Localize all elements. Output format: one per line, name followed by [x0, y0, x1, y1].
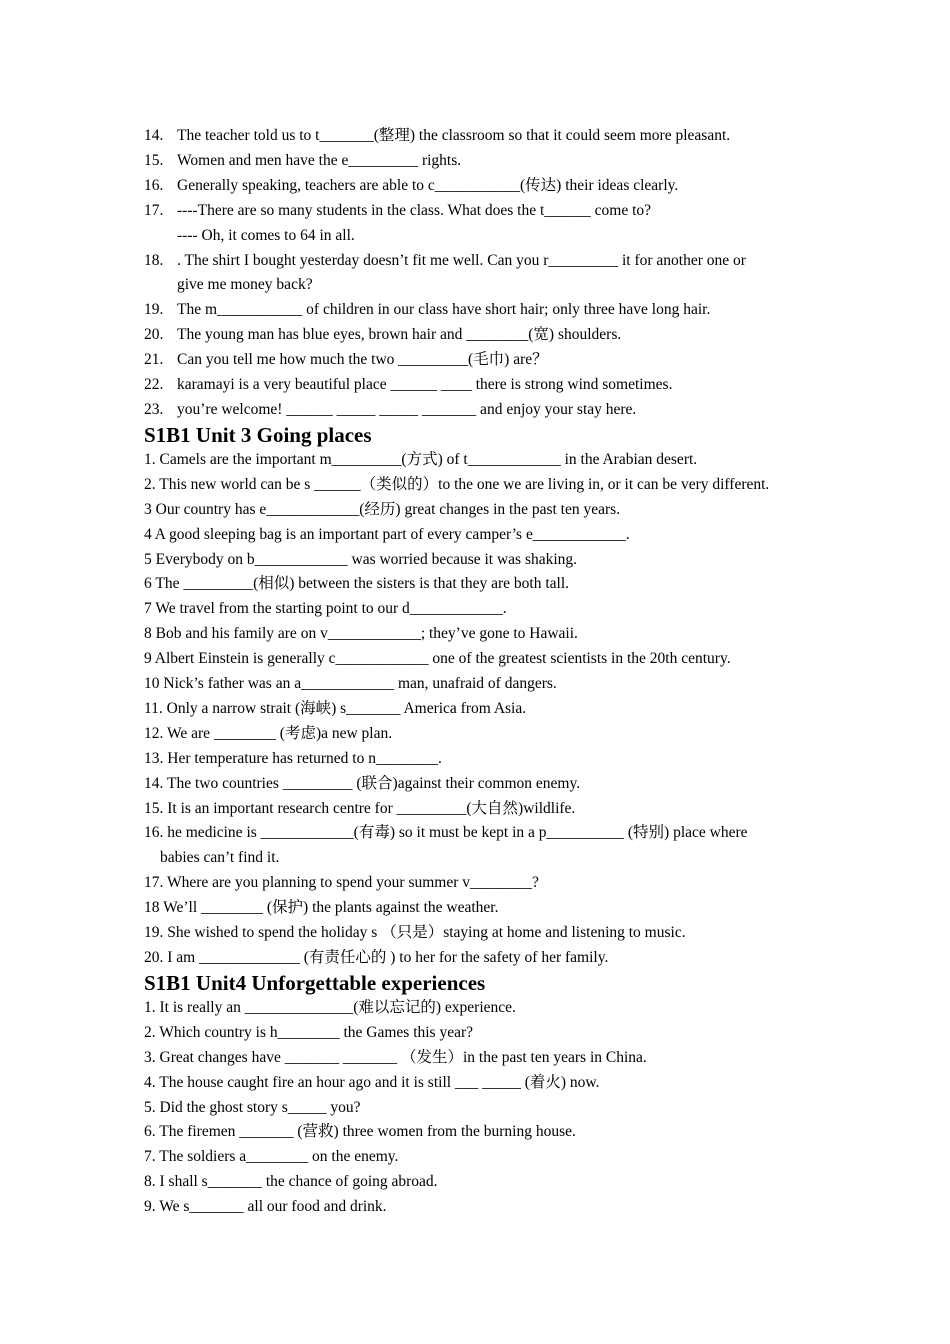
exercise-item-22 — [144, 373, 810, 398]
item-text: Women and men have the e_________ rights. — [177, 151, 462, 169]
unit4-line: 2. Which country is h________ the Games this year? — [144, 1023, 474, 1041]
unit3-line: 17. Where are you planning to spend your summer v________? — [144, 874, 539, 892]
item-text: The m___________ of children in our class have short hair; only three have long hair. — [177, 301, 711, 319]
item-text: Can you tell me how much the two _________(毛巾) are？ — [177, 351, 548, 369]
item-text: Generally speaking, teachers are able to c___________(传达) their ideas clearly. — [177, 176, 679, 194]
item-text: ----There are so many students in the class. What does the t______ come to? — [177, 201, 652, 219]
unit3-line: 10 Nick’s father was an a____________ man, unafraid of dangers. — [144, 675, 557, 693]
unit3-line: 13. Her temperature has returned to n________. — [144, 749, 442, 767]
exercise-item-23 — [144, 398, 810, 423]
exercise-item-17 — [144, 199, 810, 224]
exercise-item-16 — [144, 174, 810, 199]
item-text: you’re welcome! ______ _____ _____ _______ and enjoy your stay here. — [177, 400, 637, 418]
unit4-line: 5. Did the ghost story s_____ you? — [144, 1098, 361, 1116]
unit3-line: 14. The two countries _________ (联合)against their common enemy. — [144, 774, 581, 792]
exercise-item-17-continuation: ---- Oh, it comes to 64 in all. — [177, 226, 355, 244]
item-text: . The shirt I bought yesterday doesn’t fit me well. Can you r_________ it for another one or — [177, 251, 746, 269]
unit3-line: 11. Only a narrow strait (海峡) s_______ America from Asia. — [144, 699, 527, 717]
unit3-line: 7 We travel from the starting point to our d____________. — [144, 600, 507, 618]
exercise-item-18-continuation: give me money back? — [177, 276, 313, 294]
item-number: 20. — [144, 326, 164, 344]
item-number: 14. — [144, 127, 164, 144]
section-heading-unit4: S1B1 Unit4 Unforgettable experiences — [144, 970, 486, 995]
unit3-line: 19. She wished to spend the holiday s （只是）staying at home and listening to music. — [144, 924, 686, 942]
unit3-line: 8 Bob and his family are on v____________; they’ve gone to Hawaii. — [144, 625, 578, 643]
unit4-line: 1. It is really an ______________(难以忘记的) experience. — [144, 998, 516, 1016]
exercise-item-15 — [144, 149, 810, 174]
unit3-line: 2. This new world can be s ______（类似的）to the one we are living in, or it can be very different. — [144, 475, 770, 493]
exercise-item-19 — [144, 298, 810, 323]
unit3-line: 6 The _________(相似) between the sisters is that they are both tall. — [144, 575, 570, 593]
item-text: The teacher told us to t_______(整理) the classroom so that it could seem more pleasant. — [177, 127, 731, 144]
item-number: 17. — [144, 201, 164, 219]
item-text: The young man has blue eyes, brown hair and ________(宽) shoulders. — [177, 326, 622, 344]
unit3-line: 9 Albert Einstein is generally c____________ one of the greatest scientists in the 20th century. — [144, 650, 731, 668]
exercise-item-18 — [144, 249, 810, 274]
unit3-line: 12. We are ________ (考虑)a new plan. — [144, 724, 393, 742]
exercise-item-21 — [144, 348, 810, 373]
unit4-line: 4. The house caught fire an hour ago and it is still ___ _____ (着火) now. — [144, 1073, 600, 1091]
item-number: 18. — [144, 251, 164, 269]
unit4-line: 8. I shall s_______ the chance of going abroad. — [144, 1173, 438, 1191]
unit3-line: 4 A good sleeping bag is an important part of every camper’s e____________. — [144, 525, 630, 543]
item-number: 16. — [144, 176, 164, 194]
item-number: 15. — [144, 151, 164, 169]
section-heading-unit3: S1B1 Unit 3 Going places — [144, 422, 372, 447]
item-number: 19. — [144, 301, 164, 319]
worksheet-content — [144, 124, 810, 1220]
item-text: karamayi is a very beautiful place ______ ____ there is strong wind sometimes. — [177, 376, 673, 394]
unit4-line: 7. The soldiers a________ on the enemy. — [144, 1148, 399, 1166]
unit3-line: 16. he medicine is ____________(有毒) so it must be kept in a p__________ (特别) place where — [144, 824, 748, 842]
exercise-item-14 — [144, 124, 810, 149]
item-number: 23. — [144, 400, 164, 418]
exercise-item-20 — [144, 323, 810, 348]
unit3-line: 15. It is an important research centre for _________(大自然)wildlife. — [144, 799, 576, 817]
unit4-line: 9. We s_______ all our food and drink. — [144, 1198, 387, 1216]
unit3-line: 3 Our country has e____________(经历) great changes in the past ten years. — [144, 500, 621, 518]
unit3-line: 5 Everybody on b____________ was worried because it was shaking. — [144, 550, 578, 568]
unit3-line-continuation: babies can’t find it. — [160, 849, 280, 867]
unit4-line: 3. Great changes have _______ _______ （发生）in the past ten years in China. — [144, 1048, 647, 1066]
item-number: 22. — [144, 376, 164, 394]
item-number: 21. — [144, 351, 164, 369]
unit4-line: 6. The firemen _______ (营救) three women from the burning house. — [144, 1123, 576, 1141]
unit3-line: 1. Camels are the important m_________(方式) of t____________ in the Arabian desert. — [144, 450, 698, 468]
unit3-line: 20. I am _____________ (有责任心的 ) to her for the safety of her family. — [144, 949, 609, 966]
unit3-line: 18 We’ll ________ (保护) the plants against the weather. — [144, 899, 499, 917]
